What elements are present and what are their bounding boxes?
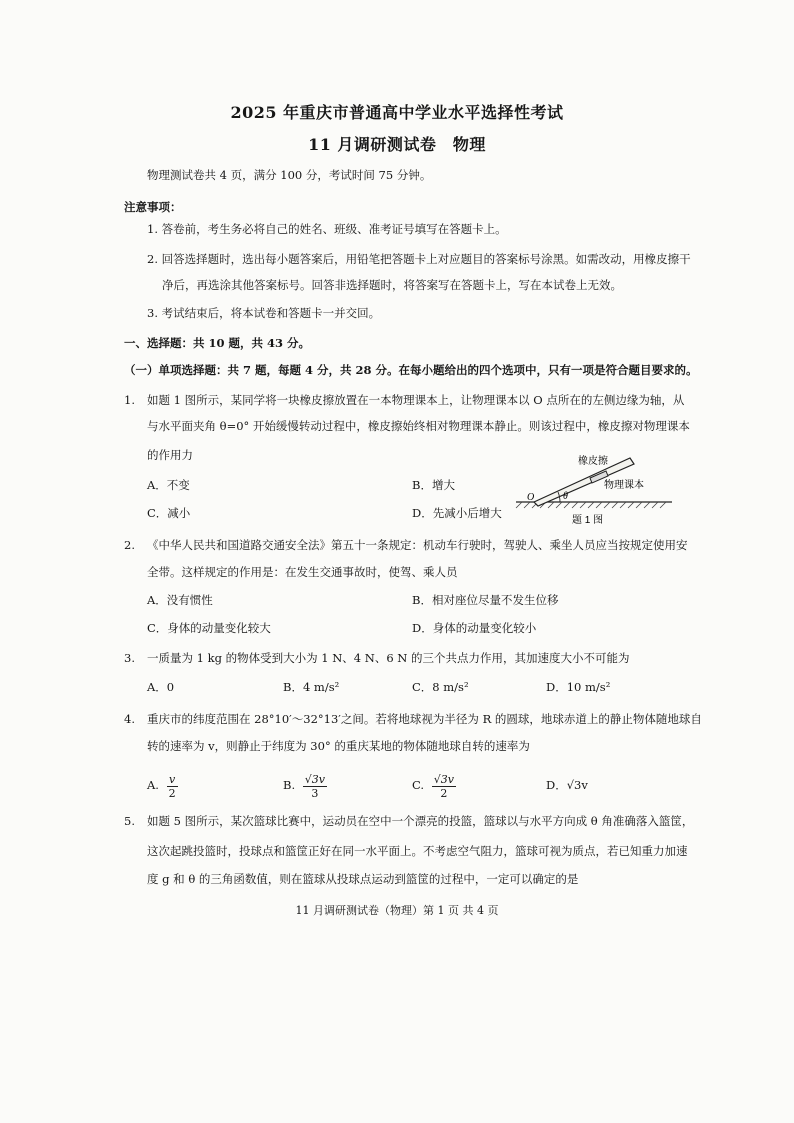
q4-option-c-fraction [432,773,456,800]
q5-stem-line-2: 这次起跳投篮时，投球点和篮筐正好在同一水平面上。不考虑空气阻力，篮球可视为质点，若已知重力加速 [147,844,688,858]
section-heading: 一、选择题：共 10 题，共 43 分。 [124,336,311,350]
page-footer: 11 月调研测试卷（物理）第 1 页 共 4 页 [295,904,499,917]
q4-option-a-label: A. [147,778,159,792]
q3-option-b[interactable]: B．4 m/s² [283,680,340,694]
q4-option-b-denominator: 3 [311,786,319,800]
q5-stem-line-3: 度 g 和 θ 的三角函数值，则在篮球从投球点运动到篮筐的过程中，一定可以确定的是 [147,872,579,886]
q1-option-b[interactable]: B．增大 [412,478,455,492]
exam-subtitle: 11 月调研测试卷 物理 [308,135,486,154]
angle-theta-label: θ [563,491,568,502]
q4-option-d[interactable]: D．√3v [546,778,588,792]
q4-option-b-label: B. [283,778,296,792]
q5-stem-line-1: 如题 5 图所示，某次篮球比赛中，运动员在空中一个漂亮的投篮，篮球以与水平方向成 θ 角准确落入篮筐， [147,814,694,828]
q1-stem-line-2: 与水平面夹角 θ=0° 开始缓慢转动过程中，橡皮擦始终相对物理课本静止。则该过程中，橡皮擦对物理课本 [147,419,690,433]
q2-option-d[interactable]: D．身体的动量变化较小 [412,621,537,635]
eraser-label: 橡皮擦 [578,456,608,467]
notes-heading: 注意事项： [124,200,182,214]
q4-option-a-fraction [167,773,178,800]
book-label: 物理课本 [604,480,644,491]
q2-stem-line-2: 全带。这样规定的作用是：在发生交通事故时，使驾、乘人员 [147,565,458,579]
inclined-book-diagram [512,450,687,530]
q1-option-c[interactable]: C．减小 [147,506,191,520]
q4-option-c[interactable] [412,770,456,800]
q4-stem-line-2: 转的速率为 v，则静止于纬度为 30° 的重庆某地的物体随地球自转的速率为 [147,739,530,753]
exam-intro: 物理测试卷共 4 页，满分 100 分，考试时间 75 分钟。 [147,168,432,182]
q3-option-a[interactable]: A．0 [147,680,175,694]
q4-option-b-numerator: √3v [304,772,325,786]
note-1: 1. 答卷前，考生务必将自己的姓名、班级、准考证号填写在答题卡上。 [147,222,507,236]
q3-option-d[interactable]: D．10 m/s² [546,680,611,694]
q4-option-a-denominator: 2 [168,786,176,800]
q2-option-b[interactable]: B．相对座位尽量不发生位移 [412,593,559,607]
q1-figure [512,450,687,530]
q4-option-b-fraction [303,773,327,800]
q2-number: 2. [124,538,135,552]
q2-option-a[interactable]: A．没有惯性 [147,593,213,607]
q2-option-c[interactable]: C．身体的动量变化较大 [147,621,271,635]
q4-option-a-numerator: v [167,773,178,787]
q3-stem: 一质量为 1 kg 的物体受到大小为 1 N、4 N、6 N 的三个共点力作用，其加速度大小不可能为 [147,651,630,665]
q4-option-c-numerator: √3v [433,772,454,786]
q1-option-a[interactable]: A．不变 [147,478,190,492]
q5-number: 5. [124,814,135,828]
q2-stem-line-1: 《中华人民共和国道路交通安全法》第五十一条规定：机动车行驶时，驾驶人、乘坐人员应当按规定使用安 [147,538,688,552]
q4-stem-line-1: 重庆市的纬度范围在 28°10′～32°13′之间。若将地球视为半径为 R 的圆球，地球赤道上的静止物体随地球自 [147,712,702,726]
q4-option-c-denominator: 2 [440,786,448,800]
q1-stem-line-1: 如题 1 图所示，某同学将一块橡皮擦放置在一本物理课本上，让物理课本以 O 点所在的左侧边缘为轴，从 [147,393,685,407]
q4-option-c-label: C. [412,778,425,792]
exam-title: 2025 年重庆市普通高中学业水平选择性考试 [230,103,564,122]
note-2-line-2: 净后，再选涂其他答案标号。回答非选择题时，将答案写在答题卡上，写在本试卷上无效。 [162,278,622,292]
q3-option-c[interactable]: C．8 m/s² [412,680,469,694]
q4-option-a[interactable] [147,770,178,800]
q1-option-d[interactable]: D．先减小后增大 [412,506,502,520]
q4-option-b[interactable] [283,770,327,800]
figure-caption: 题 1 图 [572,515,604,526]
q4-number: 4. [124,712,135,726]
section-subheading: （一）单项选择题：共 7 题，每题 4 分，共 28 分。在每小题给出的四个选项中，只有一项是符合题目要求的。 [124,363,698,377]
point-o-label: O [527,492,535,503]
q3-number: 3. [124,651,135,665]
note-2-line-1: 2. 回答选择题时，选出每小题答案后，用铅笔把答题卡上对应题目的答案标号涂黑。如需改动，用橡皮擦干 [147,252,691,266]
note-3: 3. 考试结束后，将本试卷和答题卡一并交回。 [147,306,381,320]
q1-stem-line-3: 的作用力 [147,448,193,462]
q1-number: 1. [124,393,135,407]
